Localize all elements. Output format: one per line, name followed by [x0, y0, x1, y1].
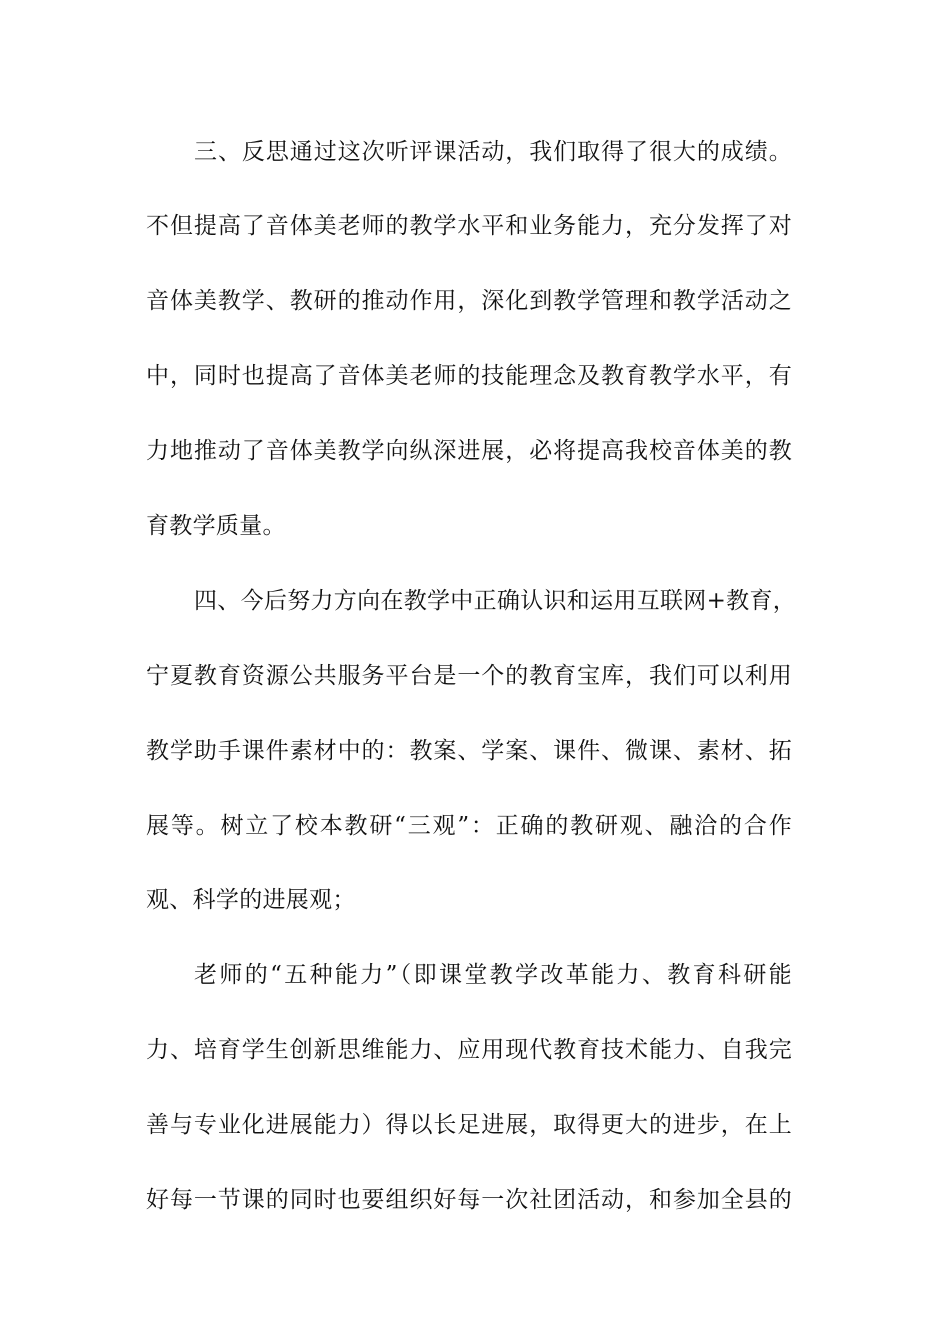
paragraph-4-line-2: 宁夏教育资源公共服务平台是一个的教育宝库，我们可以利用 — [146, 663, 792, 689]
paragraph-5-line-2: 力、培育学生创新思维能力、应用现代教育技术能力、自我完 — [146, 1037, 792, 1063]
paragraph-5-line-4: 好每一节课的同时也要组织好每一次社团活动，和参加全县的 — [146, 1187, 792, 1213]
paragraph-3-line-2: 不但提高了音体美老师的教学水平和业务能力，充分发挥了对 — [146, 213, 792, 239]
paragraph-3-line-5: 力地推动了音体美教学向纵深进展，必将提高我校音体美的教 — [146, 438, 792, 464]
paragraph-3-line-4: 中，同时也提高了音体美老师的技能理念及教育教学水平，有 — [146, 363, 792, 389]
paragraph-5-line-3: 善与专业化进展能力）得以长足进展，取得更大的进步，在上 — [146, 1112, 792, 1138]
paragraph-4-line-1: 四、今后努力方向在教学中正确认识和运用互联网+教育， — [194, 588, 797, 614]
paragraph-4-line-4: 展等。树立了校本教研“三观”：正确的教研观、融洽的合作 — [146, 813, 792, 839]
paragraph-4-line-3: 教学助手课件素材中的：教案、学案、课件、微课、素材、拓 — [146, 738, 792, 764]
paragraph-5-line-1: 老师的“五种能力”（即课堂教学改革能力、教育科研能 — [194, 962, 792, 988]
paragraph-3-line-3: 音体美教学、教研的推动作用，深化到教学管理和教学活动之 — [146, 288, 792, 314]
paragraph-3-line-1: 三、反思通过这次听评课活动，我们取得了很大的成绩。 — [194, 139, 792, 165]
paragraph-3-line-6: 育教学质量。 — [146, 513, 286, 539]
paragraph-4-line-5: 观、科学的进展观； — [146, 887, 356, 913]
